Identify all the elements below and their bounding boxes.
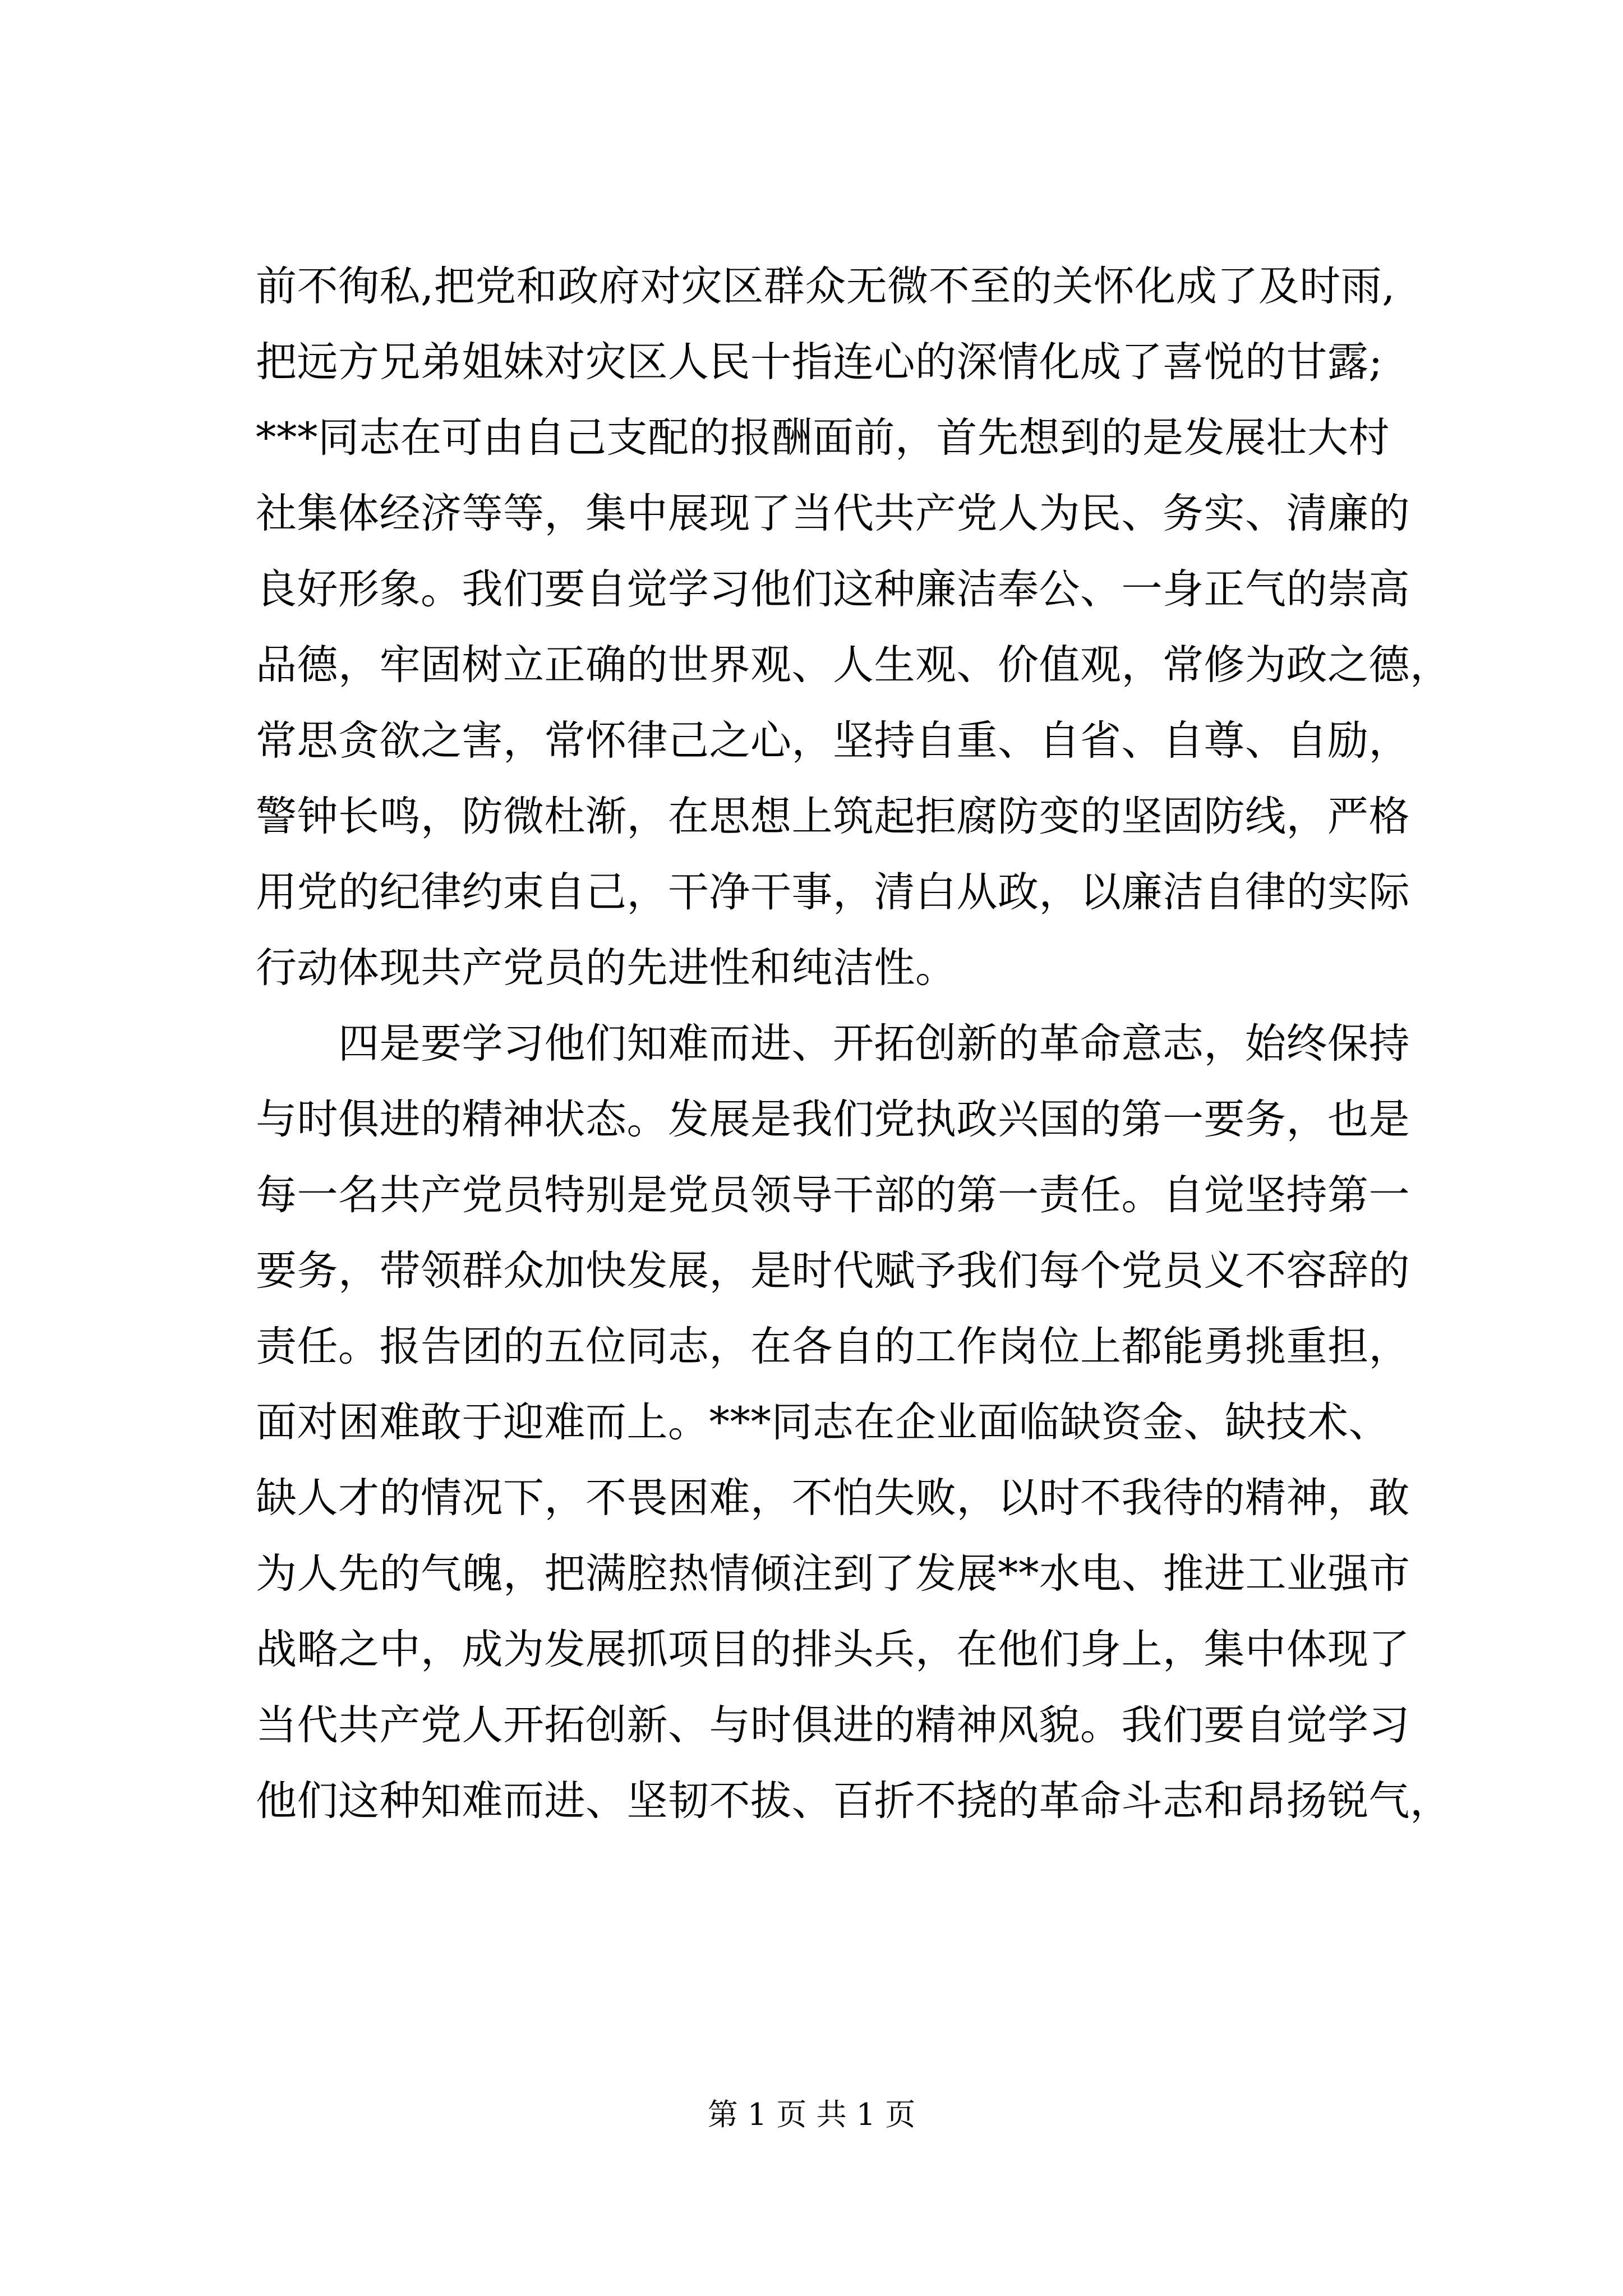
- text-line: 良好形象。我们要自觉学习他们这种廉洁奉公、一身正气的崇高: [256, 565, 1410, 613]
- text-line: 警钟长鸣，防微杜渐，在思想上筑起拒腐防变的坚固防线，严格: [256, 793, 1410, 840]
- text-line: 前不徇私,把党和政府对灾区群众无微不至的关怀化成了及时雨,: [256, 263, 1395, 310]
- text-line: 战略之中，成为发展抓项目的排头兵，在他们身上，集中体现了: [256, 1626, 1410, 1673]
- paragraph-start-line: 四是要学习他们知难而进、开拓创新的革命意志，始终保持: [256, 1020, 1410, 1068]
- text-line: 缺人才的情况下，不畏困难，不怕失败，以时不我待的精神，敢: [256, 1474, 1410, 1522]
- text-line: 每一名共产党员特别是党员领导干部的第一责任。自觉坚持第一: [256, 1171, 1410, 1219]
- text-line: 常思贪欲之害，常怀律己之心，坚持自重、自省、自尊、自励，: [256, 717, 1410, 765]
- text-line: 要务，带领群众加快发展，是时代赋予我们每个党员义不容辞的: [256, 1247, 1410, 1295]
- text-line: 面对困难敢于迎难而上。***同志在企业面临缺资金、缺技术、: [256, 1398, 1390, 1446]
- text-line: 行动体现共产党员的先进性和纯洁性。: [256, 944, 957, 992]
- text-line: 当代共产党人开拓创新、与时俱进的精神风貌。我们要自觉学习: [256, 1701, 1410, 1749]
- page-number-footer: 第 1 页 共 1 页: [707, 2097, 916, 2132]
- text-line: 把远方兄弟姐妹对灾区人民十指连心的深情化成了喜悦的甘露;: [256, 338, 1383, 386]
- text-line: 品德，牢固树立正确的世界观、人生观、价值观，常修为政之德，: [256, 641, 1451, 689]
- text-line: 责任。报告团的五位同志，在各自的工作岗位上都能勇挑重担，: [256, 1323, 1410, 1370]
- text-line: 与时俱进的精神状态。发展是我们党执政兴国的第一要务，也是: [256, 1096, 1410, 1143]
- text-line: 为人先的气魄，把满腔热情倾注到了发展**水电、推进工业强市: [256, 1550, 1410, 1598]
- text-line: 他们这种知难而进、坚韧不拔、百折不挠的革命斗志和昂扬锐气，: [256, 1777, 1451, 1825]
- text-line: ***同志在可由自己支配的报酬面前，首先想到的是发展壮大村: [256, 414, 1390, 462]
- text-line: 社集体经济等等，集中展现了当代共产党人为民、务实、清廉的: [256, 490, 1410, 537]
- text-line: 用党的纪律约束自己，干净干事，清白从政，以廉洁自律的实际: [256, 868, 1410, 916]
